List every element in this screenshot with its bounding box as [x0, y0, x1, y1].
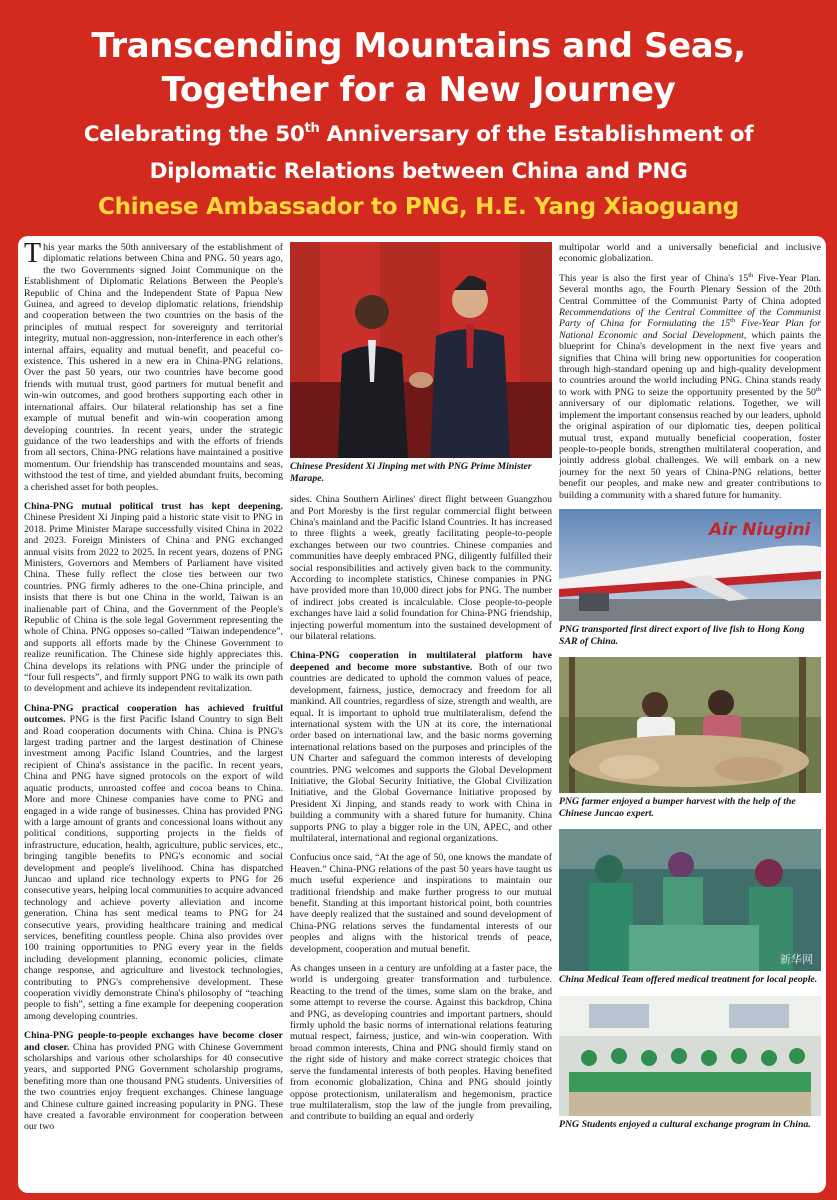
plan-italic-1: Recommendations of the Central Committee of the Communist Party of China for Formulating the 15 [559, 307, 821, 330]
medical-photo-image [559, 829, 821, 971]
changes-paragraph: As changes unseen in a century are unfolding at a faster pace, the world is undergoing greater transformation and turbulence. Reacting to the trend of the times, some slam on the brake, and some attempt to reverse the course. Against this backdrop, China and PNG, as developing countries and important partners, should firmly uphold the basic norms of international relations featuring mutual respect, fairness, justice, and win-win cooperation. With broad common interests, China and PNG should firmly stand on the right side of history and make correct strategic choices that serve the fundamental interests of both peoples. Having benefited from economic globalization, China and PNG should jointly oppose protectionism, unilateralism and hegemonism, practice true multilateralism, stop the law of the jungle from prevailing, and contribute to building an equal and orderly [290, 963, 552, 1123]
subtitle-line-1 [0, 116, 837, 153]
title-line-1: Transcending Mountains and Seas, [91, 26, 746, 66]
students-photo-image [559, 996, 821, 1116]
intro-text: his year marks the 50th anniversary of the establishment of diplomatic relations between China and PNG. 50 years ago, the two Governments signed Joint Communique on the Establishment of Diplomatic Relations Between the People's Republic of China and the Independent State of Papua New Guinea, and agreed to develop diplomatic relations, friendship and cooperation between the two countries on the basis of the principles of mutual respect for sovereignty and territorial integrity, mutual non-aggression, non-interference in each other's internal affairs, equality and mutual benefit, and peaceful co-existence. This ushered in a new era in China-PNG relations. Over the past 50 years, our two countries have become good friends with mutual trust, good partners for mutual benefit and win-win outcomes, and good brothers supporting each other in international affairs. Our bilateral relationship has set a fine example of mutual benefit and win-win cooperation among developing countries. In recent years, under the strategic guidance of the two leaderships and with the efforts of friends from all sectors, China-PNG relations have maintained a positive momentum. Our friendship has transcended mountains and seas, withstood the test of time, and yielded abundant fruits, becoming a cherished asset for both peoples. [24, 242, 283, 493]
article-panel [18, 236, 826, 1193]
leaders-photo [290, 242, 552, 458]
political-heading: China-PNG mutual political trust has kept deepening. [24, 500, 283, 512]
confucius-paragraph: Confucius once said, “At the age of 50, one knows the mandate of Heaven.” China-PNG relations of the past 50 years have taught us much useful experience and inspirations to maintain our traditional friendship and make further progress to our mutual benefit. Standing at this important historical point, both countries have deeply realized that the sustained and sound development of China-PNG relations serves the fundamental interests of our peoples and aligns with the historical trends of peace, development, cooperation and mutual benefit. [290, 852, 552, 955]
subtitle-text: Celebrating the 50 [83, 122, 305, 147]
plan-text-2: Five-Year Plan. Several months ago, the Fourth Plenary Session of the 20th Central Committee of the Communist Party of China adopted [559, 272, 821, 307]
farmer-photo-image [559, 657, 821, 793]
column-1 [24, 242, 283, 1187]
plan-sup-2: th [730, 317, 736, 325]
farmer-photo [559, 657, 821, 793]
author-line: Chinese Ambassador to PNG, H.E. Yang Xiaoguang [98, 194, 739, 220]
practical-heading: China-PNG practical cooperation has achieved fruitful outcomes. [24, 702, 283, 726]
practical-paragraph [24, 703, 283, 1022]
people-heading: China-PNG people-to-people exchanges have become closer and closer. [24, 1030, 283, 1053]
subtitle-sup: th [304, 121, 320, 136]
airplane-photo [559, 509, 821, 621]
people-paragraph [24, 1030, 283, 1133]
political-text: Chinese President Xi Jinping paid a historic state visit to PNG in 2018. Prime Minister Marape successfully visited China in 2022 and 2023. Foreign Ministers of China and PNG exchanged annual visits from 2022 to 2025. In recent years, dozens of PNG Ministers, Governors and Members of Parliament have visited China. These fully reflect the close ties between our two countries. PNG firmly adheres to the one-China principle, and insists that there is but one China in the world, Taiwan is an inalienable part of China, and the Government of the People's Republic of China is the sole legal Government representing the whole of China. PNG opposes so-called “Taiwan independence”, and supports all efforts made by the Chinese Government to realize reunification. The Chinese side highly appreciates this. China develops its relations with PNG under the principle of “four full respects”, and firmly support PNG to walk its own path to development and achieve its independent revitalization. [24, 512, 283, 695]
column-2 [290, 242, 552, 1187]
drop-cap: T [24, 242, 42, 269]
people-text: China has provided PNG with Chinese Government scholarships and various other scholarships for 40 consecutive years, and supported PNG Government scholarship programs, benefiting more than one thousand PNG students. Universities of the two countries enjoy frequent exchanges. Chinese language and Chinese culture gained increasing popularity in PNG. These have created a favorable environment for cooperation between our two [24, 1041, 283, 1133]
political-paragraph [24, 501, 283, 695]
title-line-2: Together for a New Journey [161, 70, 676, 110]
fish-caption: PNG transported first direct export of live fish to Hong Kong SAR of China. [559, 623, 805, 647]
multilateral-heading: China-PNG cooperation in multilateral platform have deepened and become more substantive. [290, 650, 552, 673]
subtitle-text-2: Anniversary of the Establishment of [319, 122, 754, 147]
watermark: 新华网 [780, 952, 813, 966]
plan-sup-1: th [748, 271, 754, 279]
medical-photo [559, 829, 821, 971]
plan-italic-2: Five-Year Plan for National Economic and Social Development [559, 318, 821, 341]
five-year-plan-paragraph [559, 273, 821, 501]
plan-text-1: This year is also the first year of China's 15 [559, 272, 749, 284]
col3-continued: multipolar world and a universally beneficial and inclusive economic globalization. [559, 242, 821, 265]
subtitle-line-2: Diplomatic Relations between China and PNG [149, 159, 688, 184]
multilateral-paragraph [290, 650, 552, 844]
plan-text-4: anniversary of our diplomatic relations. Together, we will implement the important consensus reached by our leaders, uphold the original aspiration of our diplomatic ties, deepen political mutual trust, expand mutually beneficial cooperation, foster people-to-people bonds, strengthen multilateral cooperation, and jointly address global challenges. We will embark on a new journey for the next 50 years of China-PNG relations, better benefit our peoples, and make new and greater contributions to building a community with a shared future for humanity. [559, 398, 821, 501]
leaders-caption: Chinese President Xi Jinping met with PNG Prime Minister Marape. [290, 461, 532, 484]
col2-continued: sides. China Southern Airlines' direct flight between Guangzhou and Port Moresby is the first regular commercial flight between China's mainland and the Pacific Island Countries. It has increased to three flights a week, greatly facilitating people-to-people exchanges between our two countries. Chinese companies and communities have deeply embraced PNG, diligently fulfilled their social responsibilities and actively given back to the community. According to incomplete statistics, Chinese companies in PNG have provided more than 10,000 direct jobs for PNG. The number of indirect jobs created is incalculable. Close people-to-people exchanges have laid a solid foundation for China-PNG friendship, injecting powerful momentum into the sustained development of our bilateral relations. [290, 494, 552, 643]
students-caption: PNG Students enjoyed a cultural exchange program in China. [559, 1118, 811, 1130]
intro-paragraph [24, 242, 283, 493]
subtitle [0, 116, 837, 190]
header [0, 0, 837, 232]
main-title [0, 24, 837, 112]
plan-sup-3: th [815, 385, 821, 393]
multilateral-text: Both of our two countries are dedicated to uphold the common values of peace, development, fairness, justice, democracy and freedom for all mankind. All countries, regardless of size, strength and wealth, are equal. It is important to uphold true multilateralism, defend the international system with the UN at its core, the international order based on international law, and the basic norms governing international relations based on the purposes and principles of the UN Charter and safeguard the common interests of developing countries. PNG welcomes and supports the Global Development Initiative, the Global Security Initiative, the Global Civilization Initiative, and the Global Governance Initiative proposed by President Xi Jinping, and stands ready to work with China in building a community with a shared future for humanity. China supports PNG to play a bigger role in the UN, APEC, and other multilateral, international and regional organizations. [290, 661, 552, 844]
practical-text: PNG is the first Pacific Island Country to sign Belt and Road cooperation documents with China. China is PNG's largest trading partner and the largest destination of Chinese investment among Pacific Island Countries, and the largest recipient of China's assistance in the pacific. In recent years, China and PNG have signed protocols on the export of wild aquatic products, unroasted coffee and cocoa beans to China. More and more Chinese companies have come to PNG and engaged in a wide range of businesses. China has provided PNG with a large amount of grants and concessional loans without any political conditions, supporting projects in the fields of infrastructure, education, health, agriculture, public services, etc., bringing tangible benefits to PNG's economic and social development and people's livelihood. China has dispatched Juncao and upland rice technology experts to PNG for 26 consecutive years, helping local communities to acquire advanced technology and achieve poverty alleviation and income generation. China has sent medical teams to PNG for 24 consecutive years, providing healthcare training and medical services, benefiting countless people. China also provides over 100 training opportunities to PNG every year in the fields including development planning, economic policies, climate change response, and agriculture and livestock technologies, contributing to PNG's comprehensive development. These cooperation vividly demonstrate China's philosophy of “teaching people to fish”, setting a fine example for deepening cooperation among developing countries. [24, 714, 283, 1022]
leaders-photo-image [290, 242, 552, 458]
air-niugini-logo: Air Niugini [709, 519, 811, 540]
medical-caption: China Medical Team offered medical treatment for local people. [559, 974, 818, 986]
students-photo [559, 996, 821, 1116]
plan-text-3: , which paints the blueprint for China's development in the next five years and signifies that China will bring new opportunities for cooperation through high-standard opening up and high-quality development to countries around the world including PNG. China stands ready to work with PNG to seize the opportunity presented by the 50 [559, 329, 821, 398]
column-3 [559, 242, 821, 1187]
farmer-caption: PNG farmer enjoyed a bumper harvest with the help of the Chinese Juncao expert. [559, 796, 796, 819]
